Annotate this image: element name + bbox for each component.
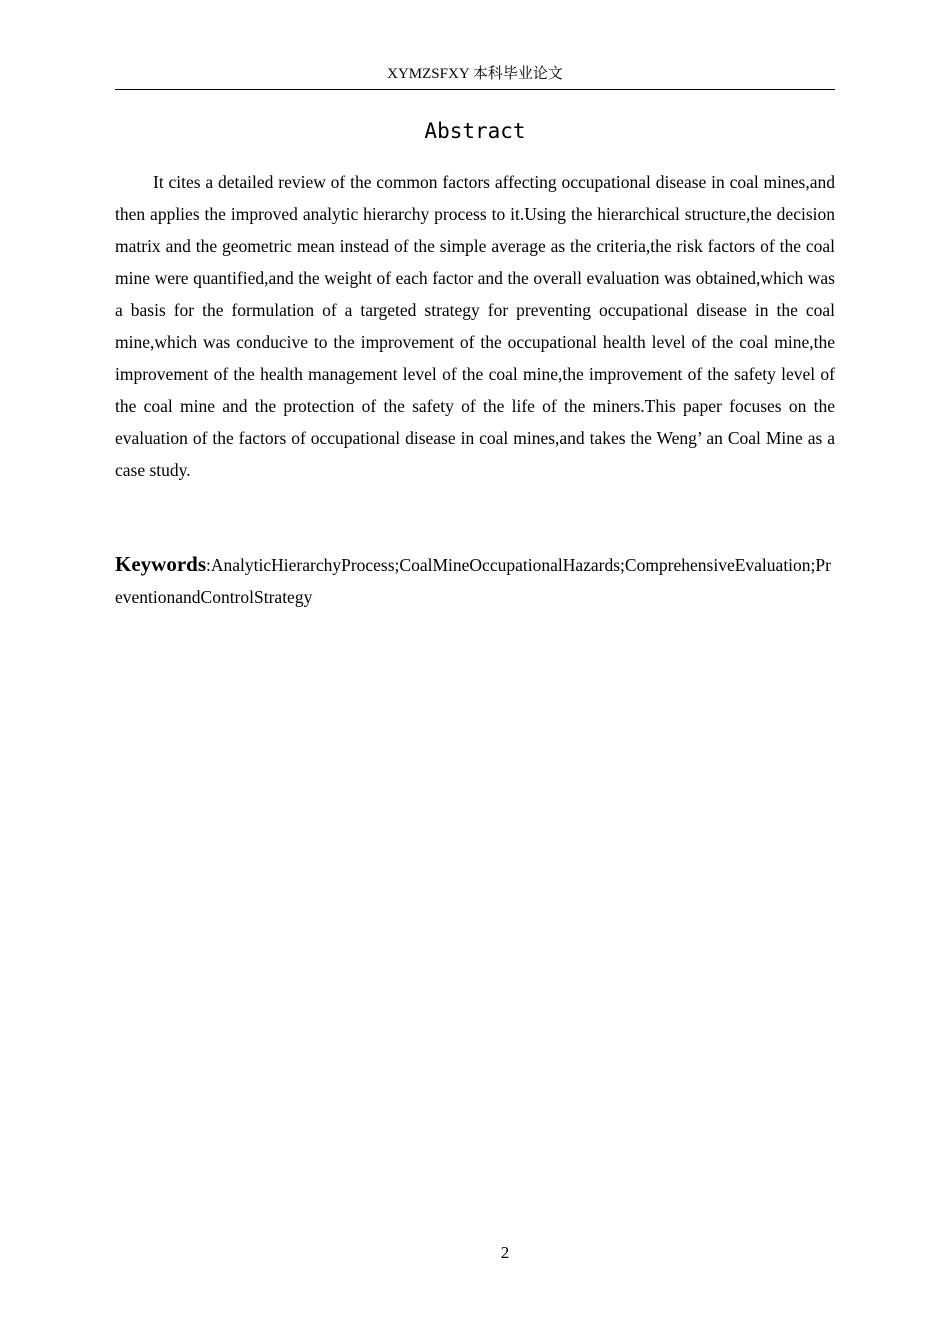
abstract-body: It cites a detailed review of the common factors affecting occupational disease in coal mines,and then applies the improved analytic hierarchy process to it.Using the hierarchical structure,the decision matrix and the geometric mean instead of the simple average as the criteria,the risk factors of the coal mine were quantified,and the weight of each factor and the overall evaluation was obtained,which was a basis for the formulation of a targeted strategy for preventing occupational disease in the coal mine,which was conducive to the improvement of the occupational health level of the coal mine,the improvement of the health management level of the coal mine,the improvement of the safety level of the coal mine and the protection of the safety of the life of the miners.This paper focuses on the evaluation of the factors of occupational disease in coal mines,and takes the Weng’ an Coal Mine as a case study. [115, 172, 835, 480]
header-divider [115, 89, 835, 90]
keywords-separator: : [206, 555, 211, 575]
keywords-label: Keywords [115, 552, 206, 576]
keywords-line [115, 548, 835, 613]
keywords-value: AnalyticHierarchyProcess;CoalMineOccupationalHazards;ComprehensiveEvaluation;PreventionandControlStrategy [115, 555, 831, 607]
page-number: 2 [500, 1243, 510, 1262]
abstract-title: Abstract [424, 119, 526, 143]
page-header: XYMZSFXY 本科毕业论文 [387, 66, 563, 82]
